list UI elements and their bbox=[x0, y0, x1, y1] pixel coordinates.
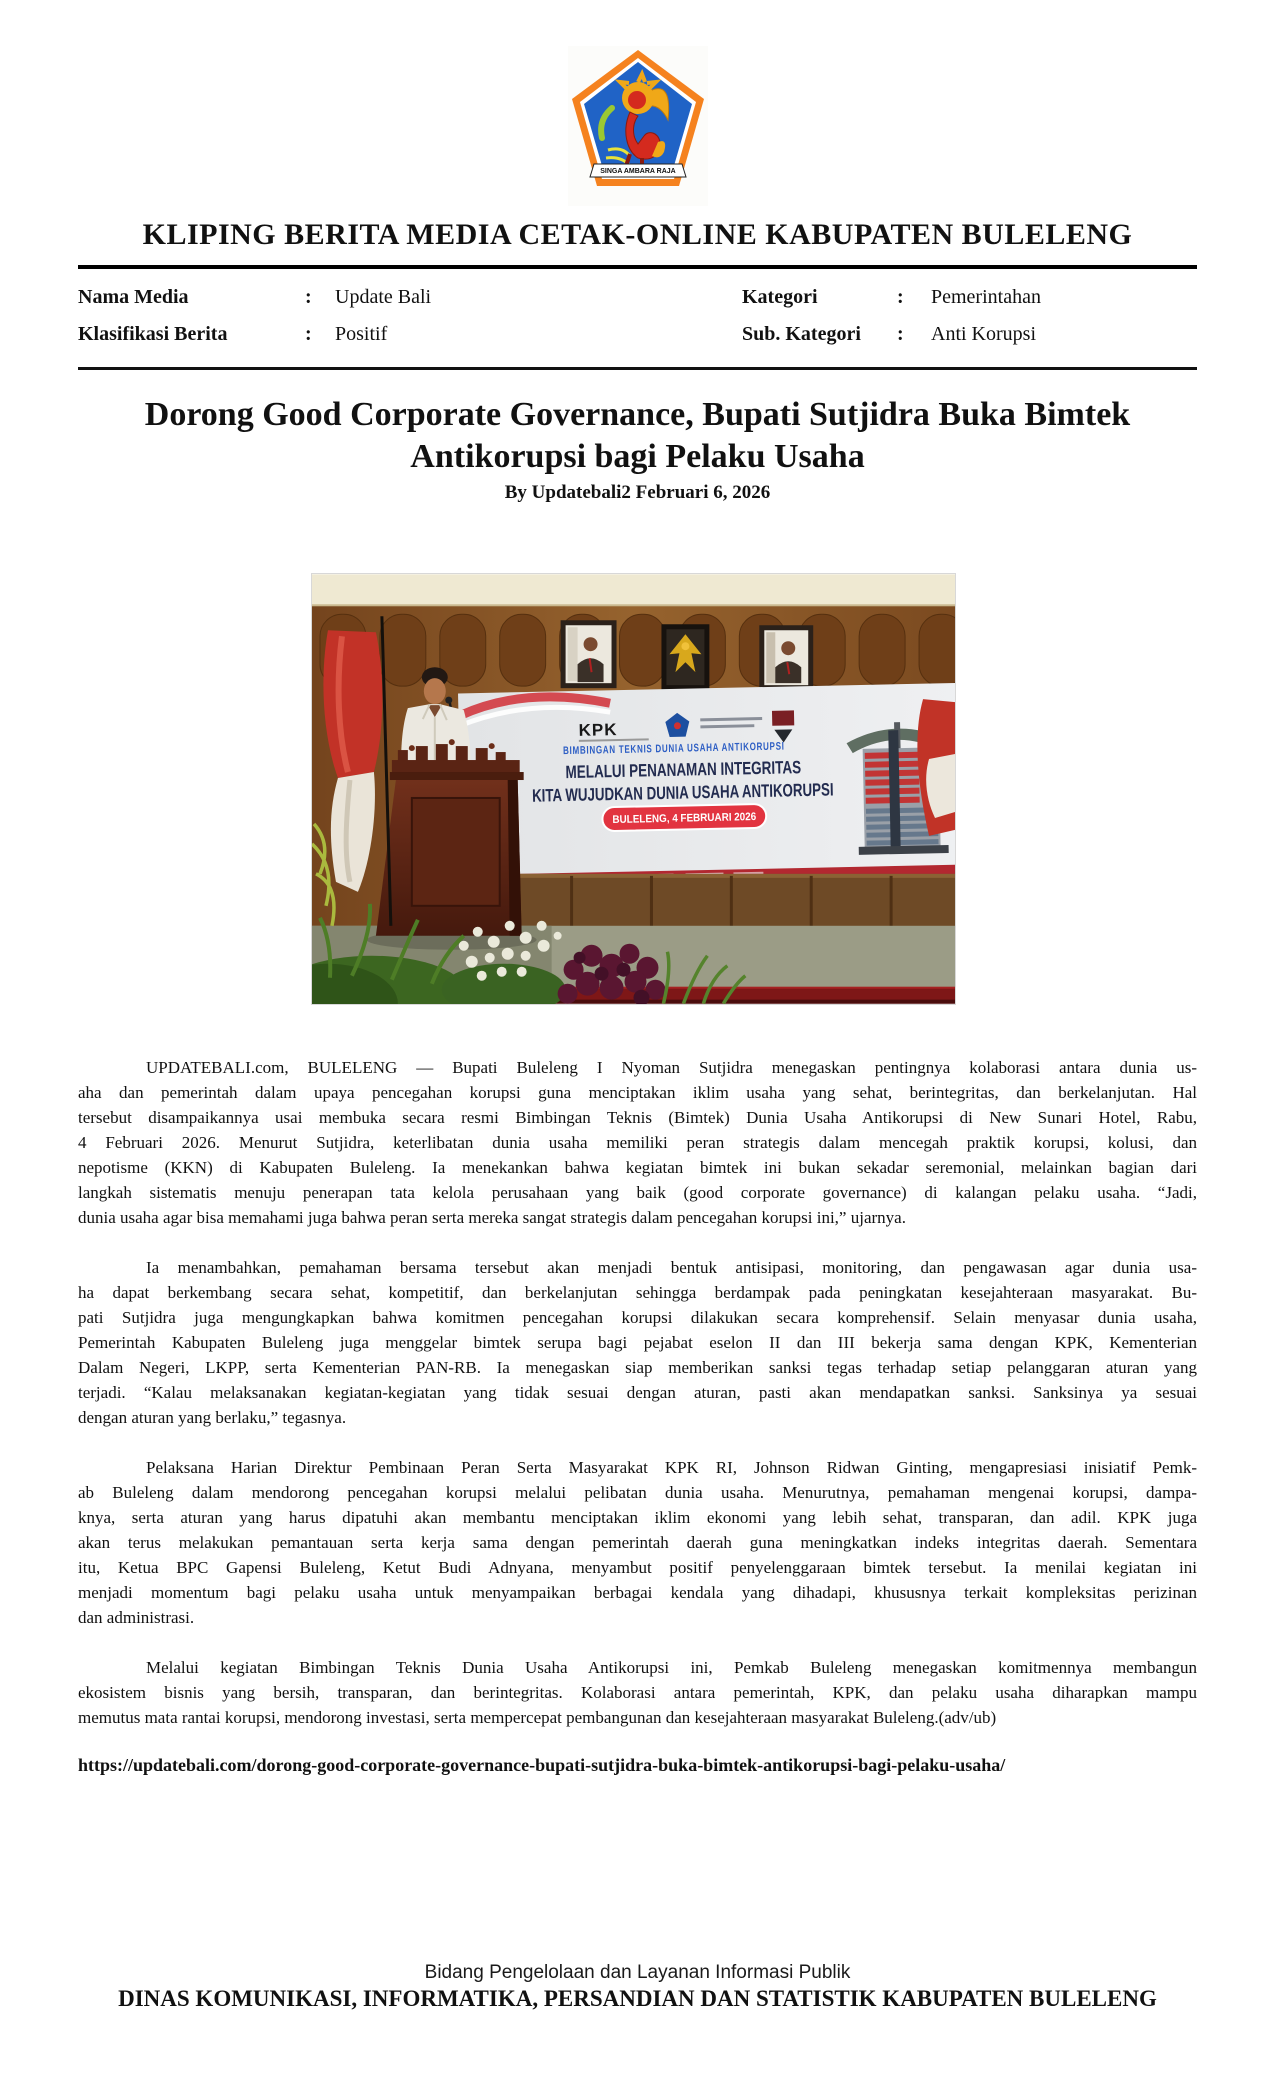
paragraph-line: nepotisme (KKN) di Kabupaten Buleleng. Ia menekankan bahwa kegiatan bimtek ini bukan sekadar seremonial, melainkan bagian dari bbox=[78, 1158, 1197, 1177]
speaker-face bbox=[424, 678, 446, 704]
page-footer bbox=[0, 1962, 1275, 2012]
singa-ambara-raja-logo bbox=[568, 46, 708, 206]
article-photo bbox=[312, 574, 955, 1004]
paragraph-line: dunia usaha agar bisa memahami juga bahwa peran serta mereka sangat strategis dalam pencegahan korupsi ini,” ujarnya. bbox=[78, 1208, 906, 1227]
article-byline: By Updatebali2 Februari 6, 2026 bbox=[504, 482, 771, 503]
banner-subtitle: BIMBINGAN TEKNIS DUNIA USAHA ANTIKORUPSI bbox=[562, 738, 867, 758]
header-logo bbox=[78, 0, 1197, 206]
podium bbox=[376, 739, 524, 936]
colon: : bbox=[897, 286, 904, 308]
article-title bbox=[78, 394, 1197, 478]
nama-media-label: Nama Media bbox=[78, 286, 189, 308]
sub-kategori-label: Sub. Kategori bbox=[742, 323, 861, 345]
paragraph-line: dengan aturan yang berlaku,” tegasnya. bbox=[78, 1408, 347, 1427]
banner-title-line2: KITA WUJUDKAN DUNIA USAHA ANTIKORUPSI bbox=[531, 777, 940, 806]
paragraph-line: Dalam Negeri, LKPP, serta Kementerian PAN-RB. Ia menegaskan siap memberikan sanksi tegas terhadap setiap pelanggaran aturan yang bbox=[78, 1358, 1197, 1377]
kategori-label: Kategori bbox=[742, 286, 818, 308]
article-paragraph bbox=[78, 1055, 1197, 1230]
logo-lion-face bbox=[628, 91, 646, 109]
banner-title-line1: MELALUI PENANAMAN INTEGRITAS bbox=[565, 755, 880, 783]
ceiling bbox=[312, 574, 955, 606]
event-banner bbox=[458, 683, 955, 888]
paragraph-line: pati Sutjidra juga mengungkapkan bahwa komitmen pencegahan korupsi dilakukan secara komprehensif. Selain menyasar dunia usaha, bbox=[78, 1308, 1197, 1327]
paragraph-line: dan administrasi. bbox=[78, 1608, 195, 1627]
article-paragraph bbox=[78, 1655, 1197, 1730]
photo-scene bbox=[312, 574, 955, 1004]
kpk-logo: KPK bbox=[578, 720, 618, 740]
banner-date-text: BULELENG, 4 FEBRUARI 2026 bbox=[612, 810, 773, 827]
partner-logo bbox=[772, 710, 794, 725]
paragraph-line: memutus mata rantai korupsi, mendorong investasi, serta mempercepat pembangunan dan kesejahteraan masyarakat Buleleng.(adv/ub) bbox=[78, 1708, 997, 1727]
footer-agency: DINAS KOMUNIKASI, INFORMATIKA, PERSANDIAN DAN STATISTIK KABUPATEN BULELENG bbox=[118, 1986, 1157, 2011]
nama-media-value: Update Bali bbox=[335, 286, 432, 308]
paragraph-line: ha dapat berkembang secara sehat, kompetitif, dan berkelanjutan sehingga berdampak pada peningkatan kesejahteraan masyarakat. Bu- bbox=[78, 1283, 1197, 1302]
paragraph-line: menjadi momentum bagi pelaku usaha untuk menyampaikan berbagai kendala yang dihadapi, khususnya terkait kompleksitas perizinan bbox=[78, 1583, 1197, 1602]
flag-red-panel bbox=[323, 630, 382, 778]
paragraph-line: terjadi. “Kalau melaksanakan kegiatan-kegiatan yang tidak sesuai dengan aturan, pasti akan mendapatkan sanksi. Sanksinya ya sesuai bbox=[78, 1383, 1197, 1402]
colon: : bbox=[305, 323, 312, 345]
president-portrait bbox=[561, 620, 617, 688]
kategori-value: Pemerintahan bbox=[931, 286, 1041, 308]
paragraph-line: ab Buleleng dalam mendorong pencegahan korupsi melalui pelibatan dunia usaha. Menurutnya, pemahaman mengenai korupsi, dampa- bbox=[78, 1483, 1197, 1502]
paragraph-line: Pemerintah Kabupaten Buleleng juga menggelar bimtek serupa bagi pejabat eselon II dan III bekerja sama dengan KPK, Kementerian bbox=[78, 1333, 1197, 1352]
colon: : bbox=[897, 323, 904, 345]
footer-division: Bidang Pengelolaan dan Layanan Informasi Publik bbox=[424, 1962, 851, 1983]
microphone-head bbox=[445, 697, 452, 704]
paragraph-line: UPDATEBALI.com, BULELENG — Bupati Buleleng I Nyoman Sutjidra menegaskan pentingnya kolaborasi antara dunia us- bbox=[146, 1058, 1197, 1077]
logo-motto-text: SINGA AMBARA RAJA bbox=[599, 168, 676, 175]
divider-thin bbox=[78, 367, 1197, 370]
article-paragraph bbox=[78, 1255, 1197, 1430]
document-title: KLIPING BERITA MEDIA CETAK-ONLINE KABUPATEN BULELENG bbox=[142, 218, 1133, 251]
cabinet-top-edge bbox=[462, 874, 955, 878]
clipping-meta-table bbox=[78, 269, 1197, 361]
paragraph-line: Pelaksana Harian Direktur Pembinaan Peran Serta Masyarakat KPK RI, Johnson Ridwan Ginting, mengapresiasi inisiatif Pemk- bbox=[146, 1458, 1197, 1477]
wood-cabinets bbox=[462, 874, 955, 932]
article-title-line2: Antikorupsi bagi Pelaku Usaha bbox=[410, 438, 865, 475]
paragraph-line: itu, Ketua BPC Gapensi Buleleng, Ketut Budi Adnyana, menyambut positif penyelenggaraan bimtek tersebut. Ia menilai kegiatan ini bbox=[78, 1558, 1197, 1577]
source-url-link[interactable]: https://updatebali.com/dorong-good-corporate-governance-bupati-sutjidra-buka-bimtek-antikorupsi-bagi-pelaku-usaha/ bbox=[78, 1755, 1006, 1775]
garuda-emblem bbox=[661, 624, 709, 690]
klasifikasi-value: Positif bbox=[335, 323, 388, 345]
paragraph-line: ekosistem bisnis yang bersih, transparan, dan berintegritas. Kolaborasi antara pemerintah, KPK, dan pelaku usaha diharapkan mampu bbox=[78, 1683, 1197, 1702]
article-title-line1: Dorong Good Corporate Governance, Bupati Sutjidra Buka Bimtek bbox=[144, 396, 1131, 433]
paragraph-line: knya, serta aturan yang harus dipatuhi akan membantu menciptakan iklim ekonomi yang lebih sehat, transparan, dan adil. KPK juga bbox=[78, 1508, 1197, 1527]
klasifikasi-label: Klasifikasi Berita bbox=[78, 323, 228, 345]
paragraph-line: Melalui kegiatan Bimbingan Teknis Dunia Usaha Antikorupsi ini, Pemkab Buleleng menegaskan komitmennya membangun bbox=[146, 1658, 1197, 1677]
colon: : bbox=[305, 286, 312, 308]
article-paragraph bbox=[78, 1455, 1197, 1630]
vice-president-portrait bbox=[759, 625, 813, 690]
paragraph-line: aha dan pemerintah dalam upaya pencegahan korupsi guna menciptakan iklim usaha yang sehat, berintegritas, dan berkelanjutan. Hal bbox=[78, 1083, 1197, 1102]
paragraph-line: Ia menambahkan, pemahaman bersama tersebut akan menjadi bentuk antisipasi, monitoring, dan pengawasan agar dunia usa- bbox=[146, 1258, 1197, 1277]
paragraph-line: tersebut disampaikannya usai membuka secara resmi Bimbingan Teknis (Bimtek) Dunia Usaha Antikorupsi di New Sunari Hotel, Rabu, bbox=[78, 1108, 1197, 1127]
article-body bbox=[78, 1055, 1197, 1730]
paragraph-line: langkah sistematis menuju penerapan tata kelola perusahaan yang baik (good corporate governance) di kalangan pelaku usaha. “Jadi, bbox=[78, 1183, 1197, 1202]
paragraph-line: 4 Februari 2026. Menurut Sutjidra, keterlibatan dunia usaha memiliki peran strategis dalam mencegah praktik korupsi, kolusi, dan bbox=[78, 1133, 1197, 1152]
paragraph-line: akan terus melakukan pemantauan serta kerja sama dengan pemerintah daerah guna meningkatkan indeks integritas daerah. Sementara bbox=[78, 1533, 1197, 1552]
sub-kategori-value: Anti Korupsi bbox=[931, 323, 1036, 345]
